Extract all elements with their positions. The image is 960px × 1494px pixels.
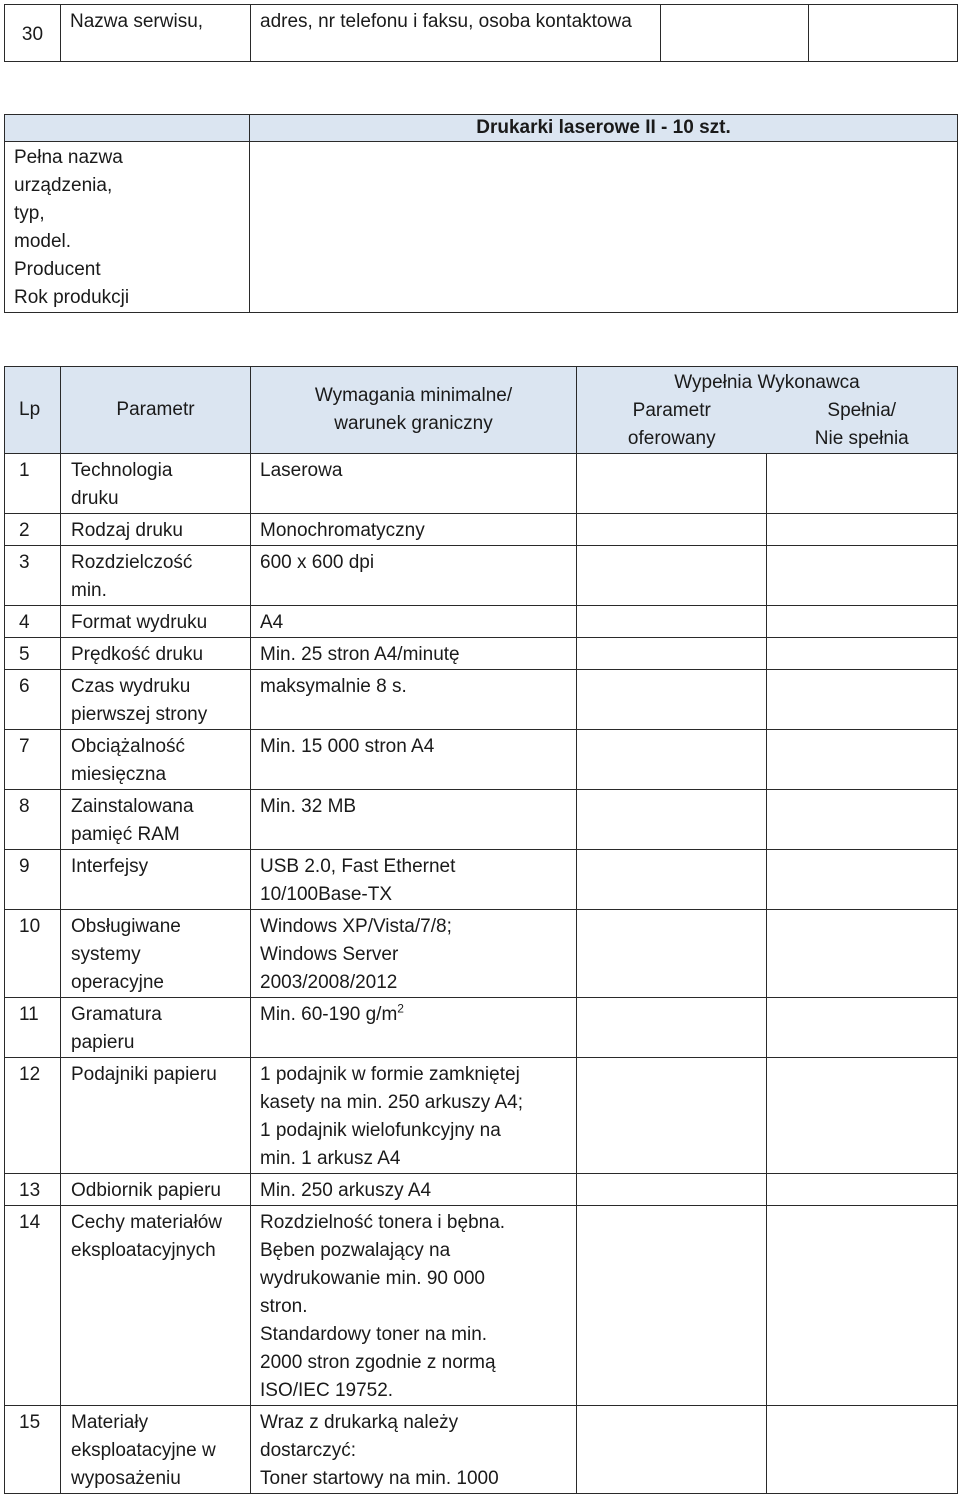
row-requirement xyxy=(251,670,577,730)
row-meets-cell[interactable] xyxy=(767,514,958,546)
table-row xyxy=(5,998,958,1058)
row-meets-cell[interactable] xyxy=(767,850,958,910)
service-offered-cell[interactable] xyxy=(661,5,809,62)
row-requirement xyxy=(251,998,577,1058)
row-requirement-text: Windows XP/Vista/7/8; Windows Server 2003/2008/2012 xyxy=(260,916,452,993)
row-meets-cell[interactable] xyxy=(767,546,958,606)
row-requirement-text: Min. 25 stron A4/minutę xyxy=(260,644,460,665)
row-meets-cell[interactable] xyxy=(767,790,958,850)
row-lp: 9 xyxy=(5,850,61,910)
row-param: Gramatura papieru xyxy=(61,998,251,1058)
row-offered-cell[interactable] xyxy=(577,790,767,850)
row-requirement-text: Min. 250 arkuszy A4 xyxy=(260,1180,432,1201)
row-meets-cell[interactable] xyxy=(767,454,958,514)
row-requirement xyxy=(251,1406,577,1494)
row-requirement xyxy=(251,1206,577,1406)
row-offered-cell[interactable] xyxy=(577,670,767,730)
row-requirement xyxy=(251,910,577,998)
table-row xyxy=(5,546,958,606)
header-meets: Spełnia/ Nie spełnia xyxy=(814,400,909,449)
row-lp: 13 xyxy=(5,1174,61,1206)
row-param: Rodzaj druku xyxy=(61,514,251,546)
row-requirement-superscript: 2 xyxy=(397,1001,404,1016)
row-lp: 12 xyxy=(5,1058,61,1174)
row-lp: 5 xyxy=(5,638,61,670)
row-param: Format wydruku xyxy=(61,606,251,638)
row-requirement-text: A4 xyxy=(260,612,284,633)
row-requirement-text: Min. 15 000 stron A4 xyxy=(260,736,435,757)
device-info-table xyxy=(4,114,958,313)
row-meets-cell[interactable] xyxy=(767,670,958,730)
row-offered-cell[interactable] xyxy=(577,606,767,638)
row-offered-cell[interactable] xyxy=(577,910,767,998)
service-meets-cell[interactable] xyxy=(809,5,958,62)
service-info-table xyxy=(4,4,958,62)
table-row xyxy=(5,606,958,638)
row-requirement-text: 1 podajnik w formie zamkniętej kasety na min. 250 arkuszy A4; 1 podajnik wielofunkcyjny na min. 1 arkusz A4 xyxy=(260,1064,523,1169)
row-requirement-text: Min. 32 MB xyxy=(260,796,357,817)
header-contractor-title: Wypełnia Wykonawca xyxy=(674,372,860,393)
device-title-row xyxy=(5,115,958,142)
row-meets-cell[interactable] xyxy=(767,998,958,1058)
row-meets-cell[interactable] xyxy=(767,1206,958,1406)
row-meets-cell[interactable] xyxy=(767,638,958,670)
device-title-blank xyxy=(5,115,250,142)
service-value: adres, nr telefonu i faksu, osoba kontaktowa xyxy=(251,5,661,62)
row-offered-cell[interactable] xyxy=(577,850,767,910)
row-offered-cell[interactable] xyxy=(577,638,767,670)
row-requirement-text: Wraz z drukarką należy dostarczyć: Toner startowy na min. 1000 xyxy=(260,1412,499,1489)
row-lp: 15 xyxy=(5,1406,61,1494)
row-param: Zainstalowana pamięć RAM xyxy=(61,790,251,850)
row-requirement-text: Monochromatyczny xyxy=(260,520,425,541)
row-requirement xyxy=(251,790,577,850)
row-lp: 10 xyxy=(5,910,61,998)
row-requirement xyxy=(251,1058,577,1174)
row-lp: 3 xyxy=(5,546,61,606)
row-lp: 1 xyxy=(5,454,61,514)
device-name-value-cell[interactable] xyxy=(250,142,958,313)
row-param: Obciążalność miesięczna xyxy=(61,730,251,790)
spec-body xyxy=(5,454,958,1494)
row-meets-cell[interactable] xyxy=(767,1174,958,1206)
row-meets-cell[interactable] xyxy=(767,730,958,790)
row-meets-cell[interactable] xyxy=(767,1406,958,1494)
device-title: Drukarki laserowe II - 10 szt. xyxy=(250,115,958,142)
row-lp: 8 xyxy=(5,790,61,850)
row-offered-cell[interactable] xyxy=(577,1058,767,1174)
row-requirement-text: Min. 60-190 g/m xyxy=(260,1004,398,1025)
row-param: Prędkość druku xyxy=(61,638,251,670)
row-lp: 14 xyxy=(5,1206,61,1406)
row-requirement xyxy=(251,514,577,546)
row-requirement-text: Rozdzielność tonera i bębna. Bęben pozwalający na wydrukowanie min. 90 000 stron. Standardowy toner na min. 2000 stron zgodnie z normą ISO/IEC 19752. xyxy=(260,1212,506,1401)
row-meets-cell[interactable] xyxy=(767,606,958,638)
row-param: Rozdzielczość min. xyxy=(61,546,251,606)
row-param: Obsługiwane systemy operacyjne xyxy=(61,910,251,998)
row-meets-cell[interactable] xyxy=(767,1058,958,1174)
spec-table xyxy=(4,366,958,1494)
row-param: Cechy materiałów eksploatacyjnych xyxy=(61,1206,251,1406)
row-offered-cell[interactable] xyxy=(577,454,767,514)
table-row xyxy=(5,454,958,514)
table-row xyxy=(5,910,958,998)
header-lp: Lp xyxy=(5,367,61,454)
row-param: Odbiornik papieru xyxy=(61,1174,251,1206)
row-requirement-text: Laserowa xyxy=(260,460,343,481)
row-lp: 2 xyxy=(5,514,61,546)
table-row xyxy=(5,1206,958,1406)
row-requirement xyxy=(251,1174,577,1206)
table-row xyxy=(5,730,958,790)
row-param: Materiały eksploatacyjne w wyposażeniu xyxy=(61,1406,251,1494)
table-row xyxy=(5,790,958,850)
table-row xyxy=(5,514,958,546)
row-requirement-text: maksymalnie 8 s. xyxy=(260,676,407,697)
row-param: Technologia druku xyxy=(61,454,251,514)
row-param: Interfejsy xyxy=(61,850,251,910)
table-row xyxy=(5,638,958,670)
row-offered-cell[interactable] xyxy=(577,546,767,606)
row-lp: 6 xyxy=(5,670,61,730)
service-row xyxy=(5,5,958,62)
table-row xyxy=(5,670,958,730)
row-lp: 4 xyxy=(5,606,61,638)
device-name-row xyxy=(5,142,958,313)
row-number: 30 xyxy=(5,5,61,62)
row-meets-cell[interactable] xyxy=(767,910,958,998)
row-requirement xyxy=(251,638,577,670)
row-requirement-text: 600 x 600 dpi xyxy=(260,552,375,573)
header-param: Parametr xyxy=(61,367,251,454)
table-row xyxy=(5,1406,958,1494)
row-lp: 11 xyxy=(5,998,61,1058)
row-offered-cell[interactable] xyxy=(577,1206,767,1406)
row-param: Podajniki papieru xyxy=(61,1058,251,1174)
table-row xyxy=(5,850,958,910)
row-requirement xyxy=(251,606,577,638)
row-requirement xyxy=(251,730,577,790)
header-contractor xyxy=(577,367,958,454)
device-name-label: Pełna nazwa urządzenia, typ, model. Producent Rok produkcji xyxy=(5,142,250,313)
header-requirements: Wymagania minimalne/ warunek graniczny xyxy=(251,367,577,454)
row-offered-cell[interactable] xyxy=(577,514,767,546)
table-row xyxy=(5,1174,958,1206)
table-row xyxy=(5,1058,958,1174)
header-offered: Parametr oferowany xyxy=(627,400,716,449)
row-offered-cell[interactable] xyxy=(577,1406,767,1494)
row-offered-cell[interactable] xyxy=(577,998,767,1058)
row-param: Czas wydruku pierwszej strony xyxy=(61,670,251,730)
service-label: Nazwa serwisu, xyxy=(61,5,251,62)
row-offered-cell[interactable] xyxy=(577,730,767,790)
spec-header-row xyxy=(5,367,958,454)
row-requirement xyxy=(251,546,577,606)
row-requirement xyxy=(251,850,577,910)
row-lp: 7 xyxy=(5,730,61,790)
row-requirement-text: USB 2.0, Fast Ethernet 10/100Base-TX xyxy=(260,856,456,905)
row-offered-cell[interactable] xyxy=(577,1174,767,1206)
row-requirement xyxy=(251,454,577,514)
